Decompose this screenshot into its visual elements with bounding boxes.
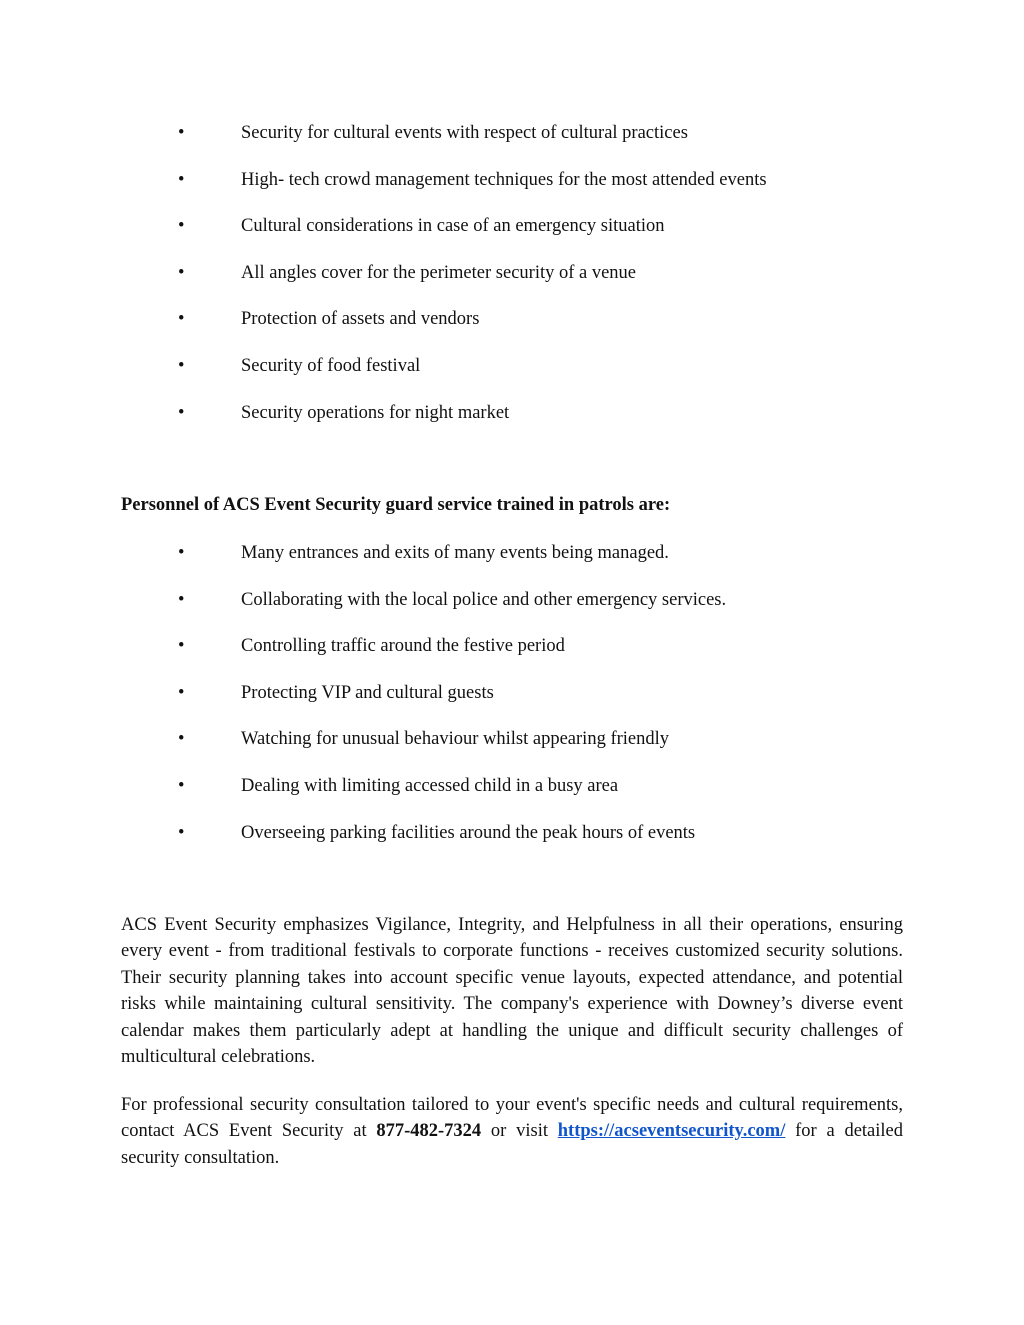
bullet-icon: • xyxy=(178,309,185,330)
list-item-text: Protection of assets and vendors xyxy=(241,309,480,330)
list-item-text: Controlling traffic around the festive period xyxy=(241,636,565,657)
bullet-icon: • xyxy=(178,123,185,143)
list-item xyxy=(0,354,1024,401)
bullet-icon: • xyxy=(178,543,185,563)
patrol-personnel-list xyxy=(0,541,1024,867)
list-item-text: Many entrances and exits of many events being managed. xyxy=(241,543,669,563)
list-item-text: Security for cultural events with respect of cultural practices xyxy=(241,123,688,143)
list-item-text: Collaborating with the local police and other emergency services. xyxy=(241,589,727,610)
bullet-icon: • xyxy=(178,636,185,657)
list-item-text: Cultural considerations in case of an emergency situation xyxy=(241,216,665,237)
contact-intro-text: For professional security consultation tailored to your event's specific needs and cultural requirements, contact ACS Event Security at xyxy=(121,1095,903,1142)
list-item xyxy=(0,821,1024,868)
bullet-icon: • xyxy=(178,262,185,283)
list-item xyxy=(0,541,1024,588)
contact-paragraph xyxy=(121,1092,903,1171)
list-item-text: Security of food festival xyxy=(241,355,421,376)
list-item-text: All angles cover for the perimeter security of a venue xyxy=(241,262,637,283)
list-item xyxy=(0,307,1024,354)
list-item-text: Overseeing parking facilities around the peak hours of events xyxy=(241,822,696,843)
list-item xyxy=(0,261,1024,308)
list-item xyxy=(0,588,1024,635)
list-item xyxy=(0,401,1024,448)
bullet-icon: • xyxy=(178,682,185,703)
list-item xyxy=(0,634,1024,681)
bullet-icon: • xyxy=(178,775,185,796)
list-item-text: Security operations for night market xyxy=(241,402,510,423)
bullet-icon: • xyxy=(178,729,185,750)
bullet-icon: • xyxy=(178,822,185,843)
bullet-icon: • xyxy=(178,216,185,237)
section-heading: Personnel of ACS Event Security guard service trained in patrols are: xyxy=(121,495,671,515)
bullet-icon: • xyxy=(178,355,185,376)
contact-connector-text: or visit xyxy=(481,1121,558,1142)
company-overview-paragraph: ACS Event Security emphasizes Vigilance, Integrity, and Helpfulness in all their operations, ensuring every event - from traditional festivals to corporate functions - receives customized security solutions. Their security planning takes into account specific venue layouts, expected attendance, and potential risks while maintaining cultural sensitivity. The company's experience with Downey’s diverse event calendar makes them particularly adept at handling the unique and difficult security challenges of multicultural celebrations. xyxy=(121,915,903,1068)
contact-closing-text: for a detailed security consultation. xyxy=(121,1121,903,1168)
phone-number: 877-482-7324 xyxy=(376,1121,482,1142)
list-item-text: Watching for unusual behaviour whilst appearing friendly xyxy=(241,729,670,750)
list-item-text: High- tech crowd management techniques for the most attended events xyxy=(241,169,767,190)
list-item-text: Dealing with limiting accessed child in a busy area xyxy=(241,775,619,796)
list-item xyxy=(0,727,1024,774)
list-item xyxy=(0,121,1024,168)
list-item xyxy=(0,214,1024,261)
bullet-icon: • xyxy=(178,589,185,610)
list-item-text: Protecting VIP and cultural guests xyxy=(241,682,494,703)
bullet-icon: • xyxy=(178,169,185,190)
website-link[interactable]: https://acseventsecurity.com/ xyxy=(557,1121,786,1142)
list-item xyxy=(0,681,1024,728)
list-item xyxy=(0,774,1024,821)
list-item xyxy=(0,168,1024,215)
bullet-icon: • xyxy=(178,402,185,423)
cultural-security-list xyxy=(0,121,1024,447)
